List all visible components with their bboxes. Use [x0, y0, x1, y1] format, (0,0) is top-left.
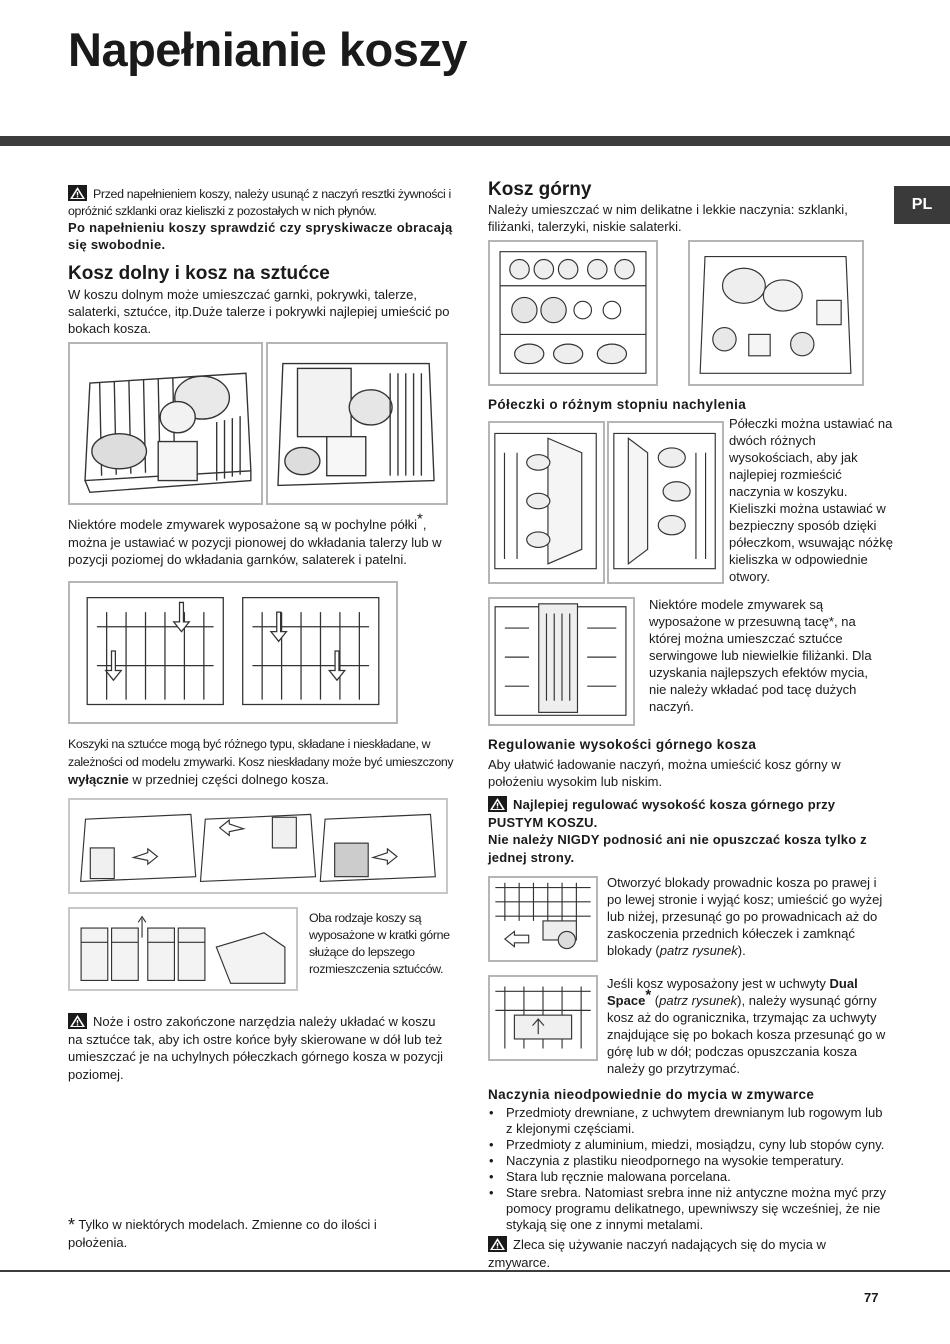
warning-icon — [488, 1236, 507, 1252]
list-item: • Naczynia z plastiku nieodpornego na wysokie temperatury. — [488, 1153, 888, 1169]
list-item: • Przedmioty z aluminium, miedzi, mosiądzu, cyny lub stopów cyny. — [488, 1137, 888, 1153]
list-item: • Stare srebra. Natomiast srebra inne niż antyczne można myć przy pomocy programu delikatnego, upewniwszy się wcześniej, że nie stykają się one z innymi metalami. — [488, 1185, 888, 1233]
header-divider — [0, 136, 950, 146]
cutlery-grids-illustration — [70, 909, 296, 989]
basket-release-text: Otworzyć blokady prowadnic kosza po prawej i po lewej stronie i wyjąć kosz; umieścić go wyżej lub niżej, przesunąć go po prowadnicach aż do zaskoczenia przednich kółeczek i zamknąć blokady (patrz rysunek). — [607, 875, 883, 958]
cutlery-basket-text: Koszyki na sztućce mogą być różnego typu, składane i nieskładane, w zależności od modelu zmywarki. Kosz nieskładany może być umieszczony wyłącznie w przedniej części dolnego kosza. — [68, 737, 454, 787]
unsuitable-items-list — [488, 1105, 888, 1233]
tilting-shelves-text: Niektóre modele zmywarek wyposażone są w pochylne półki*, można je ustawiać w pozycji pionowej do wkładania talerzy lub w pozycji poziomej do wkładania garnków, salaterek i patelni. — [68, 510, 442, 567]
lower-basket-figure-1 — [68, 342, 263, 505]
dual-space-handle-illustration — [490, 977, 596, 1059]
tilting-shelves-heading: Półeczki o różnym stopniu nachylenia — [488, 397, 747, 412]
page-number: 77 — [864, 1290, 879, 1305]
upper-basket-figure-2 — [688, 240, 864, 386]
tilting-shelves-figure-1 — [488, 421, 605, 584]
list-item: • Stara lub ręcznie malowana porcelana. — [488, 1169, 888, 1185]
page-title: Napełnianie koszy — [68, 23, 467, 76]
upper-basket-heading: Kosz górny — [488, 179, 592, 200]
dual-space-figure — [488, 975, 598, 1061]
unsuitable-items-heading: Naczynia nieodpowiednie do mycia w zmywarce — [488, 1087, 815, 1102]
lower-basket-text: W koszu dolnym może umieszczać garnki, pokrywki, talerze, salaterki, sztućce, itp.Duże talerze i pokrywki najlepiej umieścić po bokach kosza. — [68, 287, 450, 336]
footnote: * Tylko w niektórych modelach. Zmienne co do ilości i położenia. — [68, 1215, 377, 1250]
upper-basket-figure-1 — [488, 240, 658, 386]
cutlery-basket-positions-illustration — [70, 800, 446, 892]
warning-icon — [68, 185, 87, 201]
height-adjust-heading: Regulowanie wysokości górnego kosza — [488, 737, 757, 752]
height-adjust-warning: Najlepiej regulować wysokość kosza górnego przy PUSTYM KOSZU. Nie należy NIGDY podnosić ani nie opuszczać kosza tylko z jednej strony. — [488, 797, 867, 865]
warning-icon — [68, 1013, 87, 1029]
basket-with-pots-illustration — [70, 344, 261, 503]
language-tab: PL — [894, 186, 950, 224]
cutlery-grids-figure — [68, 907, 298, 991]
tilting-shelves-figure — [68, 581, 398, 724]
upper-basket-cups-illustration — [690, 242, 862, 384]
tray-text: Niektóre modele zmywarek są wyposażone w przesuwną tacę*, na której można umieszczać sztućce serwingowe lub niewielkie filiżanki. Dla uzyskania najlepszych efektów mycia, nie należy wkładać pod tacę dużych naczyń. — [649, 597, 872, 714]
dual-space-text: Jeśli kosz wyposażony jest w uchwyty Dual Space* (patrz rysunek), należy wysunąć górny kosz aż do ogranicznika, trzymając za uchwyty znajdujące się po bokach kosza przesunąć go w górę lub w dół; podczas opuszczania kosza należy go przytrzymać. — [607, 976, 886, 1076]
basket-with-plates-illustration — [268, 344, 446, 503]
cutlery-grids-text: Oba rodzaje koszy są wyposażone w kratki górne służące do lepszego rozmieszczenia sztućców. — [309, 911, 450, 976]
tray-figure — [488, 597, 635, 726]
list-item: • Przedmioty drewniane, z uchwytem drewnianym lub rogowym lub z klejonymi częściami. — [488, 1105, 888, 1137]
final-warning: Zleca się używanie naczyń nadających się do mycia w zmywarce. — [488, 1237, 826, 1270]
basket-shelf-positions-illustration — [70, 583, 396, 722]
lower-basket-heading: Kosz dolny i kosz na sztućce — [68, 263, 330, 284]
upper-basket-text: Należy umieszczać w nim delikatne i lekkie naczynia: szklanki, filiżanki, talerzyki, niskie salaterki. — [488, 202, 848, 234]
upper-basket-glasses-illustration — [490, 242, 656, 384]
sliding-tray-illustration — [490, 599, 633, 724]
basket-release-figure — [488, 876, 598, 962]
footer-divider — [0, 1270, 950, 1272]
basket-guide-illustration — [490, 878, 596, 960]
knives-warning: Noże i ostro zakończone narzędzia należy układać w koszu na sztućce tak, aby ich ostre końce były skierowane w dół lub też umieszczać je na uchylnych półeczkach górnego kosza w pozycji poziomej. — [68, 1014, 444, 1082]
tilting-shelves-text: Półeczki można ustawiać na dwóch różnych wysokościach, aby jak najlepiej rozmieścić naczynia w koszyku. Kieliszki można ustawiać w bezpieczny sposób dzięki półeczkom, wsuwając nóżkę kieliszka w odpowiednie otwory. — [729, 416, 894, 584]
shelf-with-cups-illustration — [609, 423, 722, 582]
intro-warning: Przed napełnieniem koszy, należy usunąć z naczyń resztki żywności i opróżnić szklanki oraz kieliszki z pozostałych w nich płynów. — [68, 187, 451, 218]
tilting-shelves-figure-2 — [607, 421, 724, 584]
height-adjust-text: Aby ułatwić ładowanie naczyń, można umieścić kosz górny w położeniu wysokim lub niskim. — [488, 757, 841, 789]
shelf-with-glasses-illustration — [490, 423, 603, 582]
cutlery-basket-figure — [68, 798, 448, 894]
warning-icon — [488, 796, 507, 812]
lower-basket-figure-2 — [266, 342, 448, 505]
intro-bold: Po napełnieniu koszy sprawdzić czy spryskiwacze obracają się swobodnie. — [68, 220, 453, 252]
